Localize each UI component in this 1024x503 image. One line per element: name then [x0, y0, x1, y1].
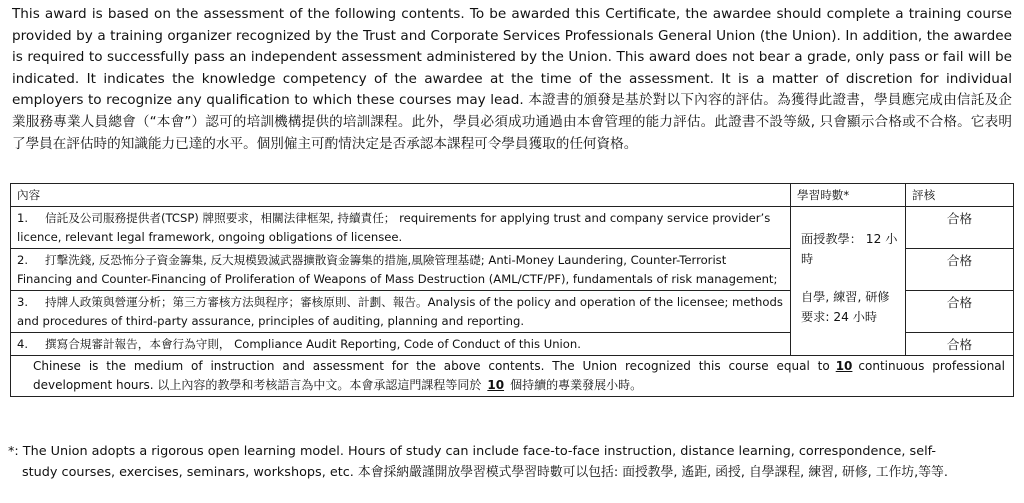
- footnote-line-2: study courses, exercises, seminars, workshops, etc. 本會採納嚴謹開放學習模式學習時數可以包括: 面授教學, 遙距, 函授, 自學課程, 練習, 研修, 工作坊,等等.: [22, 465, 948, 480]
- course-content-table: [10, 183, 1014, 397]
- self-study-hours: 自學, 練習, 研修要求: 24 小時: [801, 290, 890, 324]
- note-text-3: 個持續的專業發展小時。: [510, 378, 643, 392]
- header-hours: 學習時數*: [791, 184, 906, 207]
- table-note-row: [11, 356, 1014, 397]
- face-to-face-hours: 面授教學： 12 小時: [801, 232, 898, 266]
- row-text: 信託及公司服務提供者(TCSP) 牌照要求，相關法律框架, 持續責任； requirements for applying trust and company service provider’s licence, relevant legal framework, ongoing obligations of licensee.: [17, 211, 771, 244]
- row-content: [11, 249, 791, 291]
- row-grade: 合格: [906, 207, 1014, 249]
- intro-paragraph: This award is based on the assessment of the following contents. To be awarded this Certificate, the awardee should complete a training course provided by a training organizer recognized by the Trust and Corporate Services Professionals General Union (the Union). In addition, the awardee is required to successfully pass an independent assessment administered by the Union. This award does not bear a grade, only pass or fail will be indicated. It indicates the knowledge competency of the awardee at the time of the assessment. It is a matter of discretion for individual employers to recognize any qualification to which these courses may lead. 本證書的頒發是基於對以下內容的評估。為獲得此證書，學員應完成由信託及企業服務專業人員總會（“本會”）認可的培訓機構提供的培訓課程。此外，學員必須成功通過由本會管理的能力評估。此證書不設等級, 只會顯示合格或不合格。它表明了學員在評估時的知識能力已達的水平。個別僱主可酌情決定是否承認本課程可令學員獲取的任何資格。: [12, 6, 1012, 152]
- row-content: [11, 207, 791, 249]
- row-grade: 合格: [906, 333, 1014, 356]
- table-row: [11, 207, 1014, 249]
- header-grade: 評核: [906, 184, 1014, 207]
- row-text: 撰寫合規審計報告，本會行為守則， Compliance Audit Reporting, Code of Conduct of this Union.: [45, 337, 581, 351]
- note-text-1: Chinese is the medium of instruction and assessment for the above contents. The Union recognized this course equal to: [33, 359, 830, 373]
- row-number: 4.: [17, 337, 29, 351]
- row-number: 3.: [17, 295, 29, 309]
- row-content: [11, 333, 791, 356]
- footnote-line-1: *: The Union adopts a rigorous open learning model. Hours of study can include face-to-face instruction, distance learning, correspondence, self-: [8, 444, 937, 459]
- row-grade: 合格: [906, 249, 1014, 291]
- row-text: 打擊洗錢, 反恐怖分子資金籌集, 反大規模毀滅武器擴散資金籌集的措施,風險管理基礎; Anti-Money Laundering, Counter-Terrorist Financing and Counter-Financing of Proliferation of Weapons of Mass Destruction (AML/CTF/PF), fundamentals of risk management;: [17, 253, 778, 286]
- cpd-hours-value: 10: [835, 359, 853, 373]
- header-content: 內容: [11, 184, 791, 207]
- footnote: [8, 441, 1012, 483]
- row-number: 2.: [17, 253, 29, 267]
- table-header-row: [11, 184, 1014, 207]
- note-text-2: continuous professional development hours. 以上內容的教學和考核語言為中文。本會承認這門課程等同於: [33, 359, 1005, 392]
- row-grade: 合格: [906, 291, 1014, 333]
- cpd-hours-value-zh: 10: [487, 378, 505, 392]
- row-number: 1.: [17, 211, 29, 225]
- row-content: [11, 291, 791, 333]
- study-hours-cell: [791, 207, 906, 356]
- medium-of-instruction-note: [11, 356, 1014, 397]
- row-text: 持牌人政策與營運分析；第三方審核方法與程序；審核原則、計劃、報告。Analysis of the policy and operation of the licensee; methods and procedures of third-party assurance, principles of auditing, planning and reporting.: [17, 295, 783, 328]
